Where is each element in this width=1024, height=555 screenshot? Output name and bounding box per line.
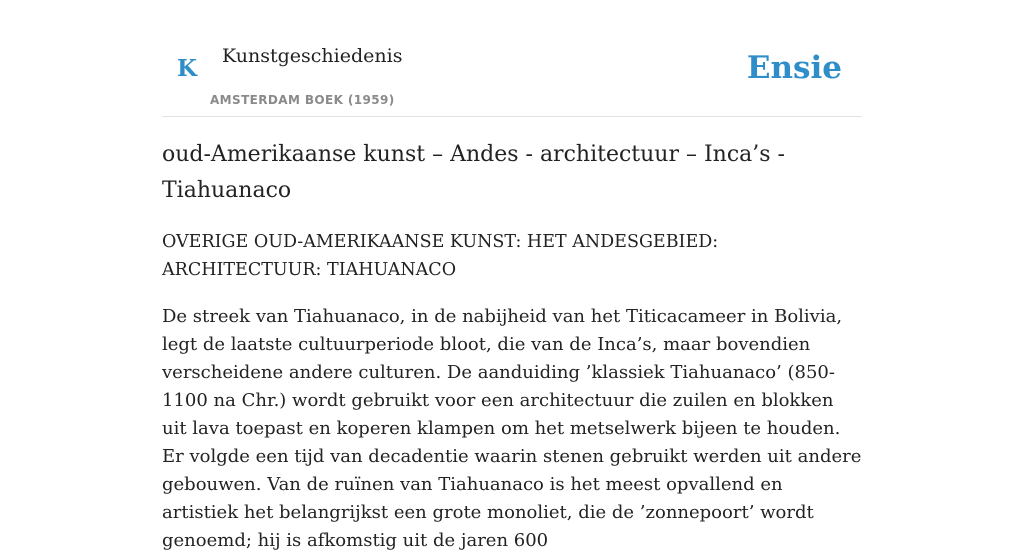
- category-link[interactable]: Kunstgeschiedenis: [222, 45, 403, 67]
- article-page: [162, 0, 862, 551]
- source-label: AMSTERDAM BOEK (1959): [210, 93, 395, 107]
- category-logo-icon[interactable]: K: [177, 55, 197, 82]
- article-body: De streek van Tiahuanaco, in de nabijheid van het Titicacameer in Bolivia, legt de laatste cultuurperiode bloot, die van de Inca’s, maar bovendien verscheidene andere culturen. De aanduiding ’klassiek Tiahuanaco’ (850-1100 na Chr.) wordt gebruikt voor een architectuur die zuilen en blokken uit lava toepast en koperen klampen om het metselwerk bijeen te houden. Er volgde een tijd van decadentie waarin stenen gebruikt werden uit andere gebouwen. Van de ruïnen van Tiahuanaco is het meest opvallend en artistiek het belangrijkst een grote monoliet, die de ’zonnepoort’ wordt genoemd; hij is afkomstig uit de jaren 600: [162, 306, 862, 551]
- article-header: [162, 0, 862, 117]
- article-title: oud-Amerikaanse kunst – Andes - architectuur – Inca’s - Tiahuanaco: [162, 142, 785, 203]
- ensie-logo[interactable]: Ensie: [746, 50, 842, 86]
- article-subtitle: OVERIGE OUD-AMERIKAANSE KUNST: HET ANDESGEBIED: ARCHITECTUUR: TIAHUANACO: [162, 232, 719, 280]
